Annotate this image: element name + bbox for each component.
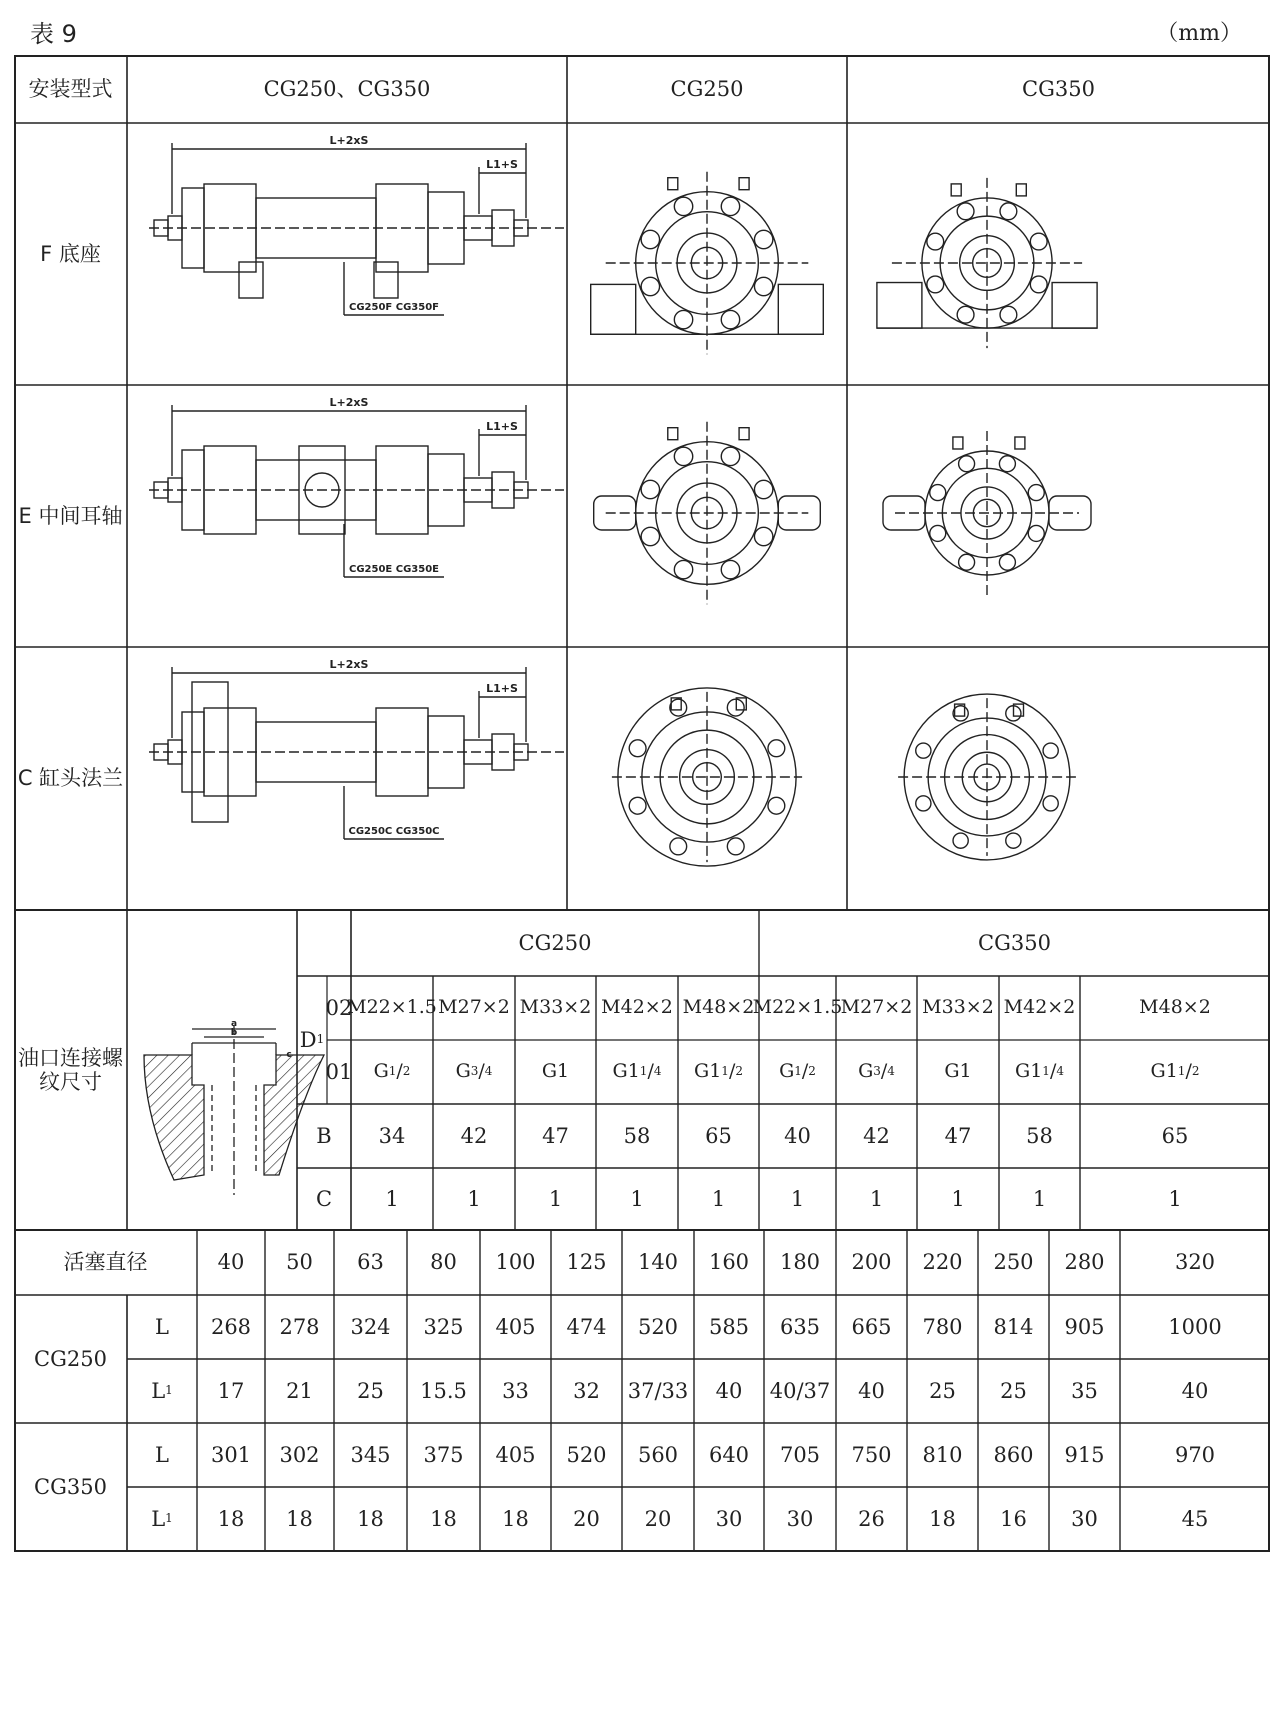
dim-value-cell: 25: [929, 1378, 956, 1403]
bolt-hole: [674, 310, 692, 328]
oil-value-cell: 1: [869, 1186, 884, 1211]
oil-value-cell: 65: [705, 1123, 732, 1148]
dim-value-cell: 18: [286, 1506, 313, 1531]
oil-value-cell: 34: [378, 1123, 406, 1148]
piston-diameter-cell: 180: [779, 1250, 821, 1275]
bolt-hole: [768, 797, 785, 814]
dim-value-cell: 278: [279, 1314, 320, 1339]
piston-diameter-label: 活塞直径: [63, 1250, 148, 1275]
dim-label-overall: L+2xS: [329, 658, 369, 671]
dim-value-cell: 25: [1000, 1378, 1027, 1403]
end-view-c-cg250: [612, 688, 802, 866]
dim-value-cell: 640: [708, 1442, 750, 1467]
port-right: [739, 178, 749, 190]
dim-value-cell: 20: [573, 1506, 600, 1531]
bolt-hole: [1000, 306, 1017, 323]
oil-group-cg350: CG350: [978, 930, 1051, 955]
bolt-hole: [670, 699, 687, 716]
header-mount-type: 安装型式: [28, 77, 113, 102]
dim-value-cell: 45: [1181, 1506, 1209, 1531]
dim-value-cell: 35: [1071, 1378, 1098, 1403]
oil-value-cell: 1: [467, 1186, 481, 1211]
dim-value-cell: 21: [286, 1378, 313, 1403]
foot-pad-left: [591, 284, 636, 334]
dim-value-cell: 40: [715, 1378, 743, 1403]
piston-diameter-cell: 50: [286, 1250, 313, 1275]
dim-row-label: L 1: [151, 1378, 173, 1403]
oil-value-cell: M33×2: [519, 996, 592, 1019]
oil-value-cell: G1: [944, 1060, 972, 1083]
dim-value-cell: 665: [851, 1314, 892, 1339]
piston-diameter-cell: 63: [357, 1250, 384, 1275]
dim-value-cell: 635: [779, 1314, 821, 1339]
oil-value-cell: 47: [542, 1123, 569, 1148]
port-left: [951, 184, 961, 196]
series-label-cg250: CG250: [34, 1346, 107, 1371]
oil-value-cell: 1: [385, 1186, 399, 1211]
dim-value-cell: 30: [1071, 1506, 1098, 1531]
piston-diameter-cell: 220: [922, 1250, 963, 1275]
oil-value-cell: G1: [541, 1060, 570, 1083]
dim-value-cell: 520: [637, 1314, 679, 1339]
oil-port-label: 油口连接螺纹尺寸: [18, 1045, 123, 1094]
end-view-f-cg350: [877, 178, 1097, 348]
oil-value-cell: G1 1 / 4: [612, 1060, 662, 1083]
dim-value-cell: 30: [715, 1506, 743, 1531]
dim-value-cell: 405: [495, 1314, 536, 1339]
oil-value-cell: M42×2: [601, 996, 673, 1019]
oil-value-cell: 1: [548, 1186, 563, 1211]
dim-value-cell: 325: [423, 1314, 464, 1339]
sketch-label-c: c: [286, 1050, 292, 1060]
foot-pad-left: [877, 283, 922, 329]
oil-value-cell: G 1 / 2: [373, 1060, 411, 1083]
bolt-hole: [674, 197, 692, 215]
bolt-hole: [674, 447, 692, 465]
bolt-hole: [674, 560, 692, 578]
dim-value-cell: 26: [858, 1506, 885, 1531]
dim-value-cell: 40/37: [769, 1378, 831, 1403]
end-view-f-cg250: [591, 172, 824, 355]
dim-row-label: L 1: [151, 1506, 173, 1531]
dim-label-end: L1+S: [486, 158, 518, 171]
dim-value-cell: 405: [495, 1442, 536, 1467]
dim-value-cell: 474: [566, 1314, 607, 1339]
bolt-hole: [1006, 833, 1021, 848]
bolt-hole: [768, 740, 785, 757]
bolt-hole: [754, 230, 772, 248]
oil-value-cell: G1 1 / 2: [1150, 1060, 1200, 1083]
dim-value-cell: 915: [1064, 1442, 1105, 1467]
dim-row-label: L: [155, 1442, 169, 1467]
bolt-hole: [629, 797, 646, 814]
oil-value-cell: 1: [1032, 1186, 1047, 1211]
piston-diameter-cell: 200: [851, 1250, 892, 1275]
piston-diameter-cell: 280: [1064, 1250, 1105, 1275]
dim-value-cell: 18: [217, 1506, 245, 1531]
header-side-view: CG250、CG350: [263, 77, 431, 102]
port-right: [1015, 437, 1025, 449]
dim-value-cell: 375: [423, 1442, 464, 1467]
dim-value-cell: 25: [357, 1378, 384, 1403]
bolt-hole: [721, 560, 739, 578]
piston-diameter-cell: 80: [430, 1250, 457, 1275]
oil-value-cell: 1: [630, 1186, 644, 1211]
oil-code-01: 01: [325, 1059, 353, 1084]
bolt-hole: [754, 277, 772, 295]
table-caption: 表 9: [30, 20, 77, 48]
port-left: [668, 428, 678, 440]
bolt-hole: [670, 838, 687, 855]
oil-value-cell: G 1 / 2: [779, 1060, 816, 1083]
bolt-hole: [1043, 796, 1058, 811]
bolt-hole: [927, 233, 944, 250]
dim-label-end: L1+S: [486, 420, 518, 433]
piston-diameter-cell: 125: [566, 1250, 607, 1275]
drawing-note-1: CG250E CG350E: [349, 564, 439, 575]
foot-pad-right: [1052, 283, 1097, 329]
end-view-e-cg250: [594, 422, 821, 605]
dim-value-cell: 268: [210, 1314, 252, 1339]
mount-label-2: C 缸头法兰: [17, 766, 124, 791]
bolt-hole: [1030, 233, 1047, 250]
dim-value-cell: 560: [637, 1442, 679, 1467]
dim-value-cell: 301: [210, 1442, 252, 1467]
dim-value-cell: 18: [929, 1506, 956, 1531]
oil-value-cell: G 3 / 4: [858, 1060, 895, 1083]
oil-value-cell: G1 1 / 2: [694, 1060, 743, 1083]
spec-table: [14, 55, 1270, 1701]
port-left: [668, 178, 678, 190]
drawing-note-0: CG250F CG350F: [349, 302, 439, 313]
dim-value-cell: 16: [1000, 1506, 1027, 1531]
bolt-hole: [721, 310, 739, 328]
bolt-hole: [629, 740, 646, 757]
oil-value-cell: M27×2: [840, 996, 913, 1019]
bolt-hole: [1028, 485, 1044, 501]
oil-value-cell: 47: [944, 1123, 972, 1148]
oil-value-cell: M33×2: [922, 996, 994, 1019]
bolt-hole: [916, 743, 931, 758]
oil-value-cell: 58: [1026, 1123, 1053, 1148]
trunnion-right: [778, 496, 820, 530]
dim-value-cell: 810: [922, 1442, 963, 1467]
dim-value-cell: 814: [993, 1314, 1034, 1339]
port-right: [1016, 184, 1026, 196]
bolt-hole: [999, 456, 1015, 472]
oil-value-cell: M22×1.5: [347, 996, 437, 1019]
bolt-hole: [641, 277, 659, 295]
dim-value-cell: 37/33: [627, 1378, 689, 1403]
piston-diameter-cell: 100: [495, 1250, 536, 1275]
dim-label-end: L1+S: [486, 682, 518, 695]
oil-value-cell: 1: [711, 1186, 726, 1211]
bolt-hole: [930, 525, 946, 541]
bolt-hole: [930, 485, 946, 501]
bolt-hole: [916, 796, 931, 811]
oil-value-cell: G 3 / 4: [455, 1060, 493, 1083]
bolt-hole: [1043, 743, 1058, 758]
cylinder-tube: [256, 722, 376, 782]
bolt-hole: [1000, 203, 1017, 220]
header-cg250: CG250: [670, 77, 744, 102]
oil-value-cell: 58: [623, 1123, 651, 1148]
dim-value-cell: 30: [786, 1506, 814, 1531]
bolt-hole: [641, 230, 659, 248]
oil-value-cell: M42×2: [1003, 996, 1076, 1019]
dim-value-cell: 860: [993, 1442, 1034, 1467]
oil-code-B: B: [316, 1123, 332, 1148]
dim-label-overall: L+2xS: [329, 396, 369, 409]
bolt-hole: [754, 480, 772, 498]
cylinder-tube: [256, 198, 376, 258]
dim-row-label: L: [155, 1314, 169, 1339]
piston-diameter-cell: 40: [217, 1250, 245, 1275]
body-left-hatch: [144, 1055, 204, 1180]
dim-value-cell: 905: [1064, 1314, 1105, 1339]
oil-value-cell: 65: [1161, 1123, 1189, 1148]
cylinder-tube: [256, 460, 376, 520]
dim-value-cell: 32: [573, 1378, 600, 1403]
dim-value-cell: 18: [357, 1506, 384, 1531]
bolt-hole: [754, 527, 772, 545]
oil-value-cell: M48×2: [682, 996, 755, 1019]
bolt-hole: [1030, 276, 1047, 293]
oil-group-cg250: CG250: [518, 930, 592, 955]
mount-label-1: E 中间耳轴: [18, 503, 123, 528]
piston-diameter-cell: 250: [993, 1250, 1034, 1275]
oil-code-02: 02: [325, 995, 353, 1020]
series-label-cg350: CG350: [34, 1474, 107, 1499]
bolt-hole: [953, 833, 968, 848]
dim-value-cell: 18: [430, 1506, 457, 1531]
oil-value-cell: G1 1 / 4: [1015, 1060, 1064, 1083]
bolt-hole: [927, 276, 944, 293]
dim-value-cell: 1000: [1168, 1314, 1222, 1339]
oil-value-cell: 1: [951, 1186, 965, 1211]
bolt-hole: [727, 838, 744, 855]
drawing-note-2: CG250C CG350C: [348, 826, 440, 837]
foot-pad-right: [778, 284, 823, 334]
oil-value-cell: 40: [784, 1123, 811, 1148]
dim-value-cell: 345: [350, 1442, 391, 1467]
oil-value-cell: 1: [1168, 1186, 1182, 1211]
dim-value-cell: 40: [1181, 1378, 1209, 1403]
mount-label-0: F 底座: [40, 241, 101, 266]
dim-label-overall: L+2xS: [329, 134, 369, 147]
dim-value-cell: 705: [779, 1442, 821, 1467]
bolt-hole: [721, 197, 739, 215]
oil-value-cell: M22×1.5: [752, 996, 843, 1019]
foot-right: [374, 262, 398, 298]
bolt-hole: [959, 456, 975, 472]
oil-value-cell: M48×2: [1139, 996, 1211, 1019]
oil-value-cell: 42: [863, 1123, 890, 1148]
bolt-hole: [953, 706, 968, 721]
dim-value-cell: 15.5: [420, 1378, 467, 1403]
piston-diameter-cell: 320: [1174, 1250, 1216, 1275]
port-right: [739, 428, 749, 440]
bolt-hole: [641, 527, 659, 545]
end-view-e-cg350: [883, 431, 1091, 595]
sketch-label-a: a: [230, 1019, 238, 1029]
dim-value-cell: 17: [217, 1378, 245, 1403]
dim-value-cell: 20: [644, 1506, 672, 1531]
bolt-hole: [957, 203, 974, 220]
port-left: [953, 437, 963, 449]
oil-value-cell: 1: [790, 1186, 805, 1211]
bolt-hole: [721, 447, 739, 465]
unit-label: （mm）: [1156, 21, 1242, 46]
sketch-label-b: b: [230, 1028, 238, 1038]
dim-value-cell: 18: [502, 1506, 529, 1531]
oil-value-cell: M27×2: [438, 996, 510, 1019]
bolt-hole: [1028, 525, 1044, 541]
piston-diameter-cell: 160: [708, 1250, 750, 1275]
bolt-hole: [959, 554, 975, 570]
oil-code-C: C: [315, 1186, 333, 1211]
dim-value-cell: 585: [708, 1314, 750, 1339]
foot-left: [239, 262, 263, 298]
header-cg350: CG350: [1022, 77, 1095, 102]
piston-diameter-cell: 140: [637, 1250, 679, 1275]
dim-value-cell: 33: [502, 1378, 529, 1403]
dim-value-cell: 970: [1174, 1442, 1216, 1467]
oil-d1-label: D 1: [299, 1027, 325, 1052]
dim-value-cell: 520: [566, 1442, 607, 1467]
dim-value-cell: 40: [858, 1378, 885, 1403]
end-view-c-cg350: [898, 694, 1076, 860]
dim-value-cell: 750: [851, 1442, 892, 1467]
dim-value-cell: 302: [279, 1442, 320, 1467]
oil-value-cell: 42: [460, 1123, 488, 1148]
bolt-hole: [957, 306, 974, 323]
bolt-hole: [641, 480, 659, 498]
dim-value-cell: 324: [350, 1314, 391, 1339]
dim-value-cell: 780: [922, 1314, 963, 1339]
bolt-hole: [999, 554, 1015, 570]
